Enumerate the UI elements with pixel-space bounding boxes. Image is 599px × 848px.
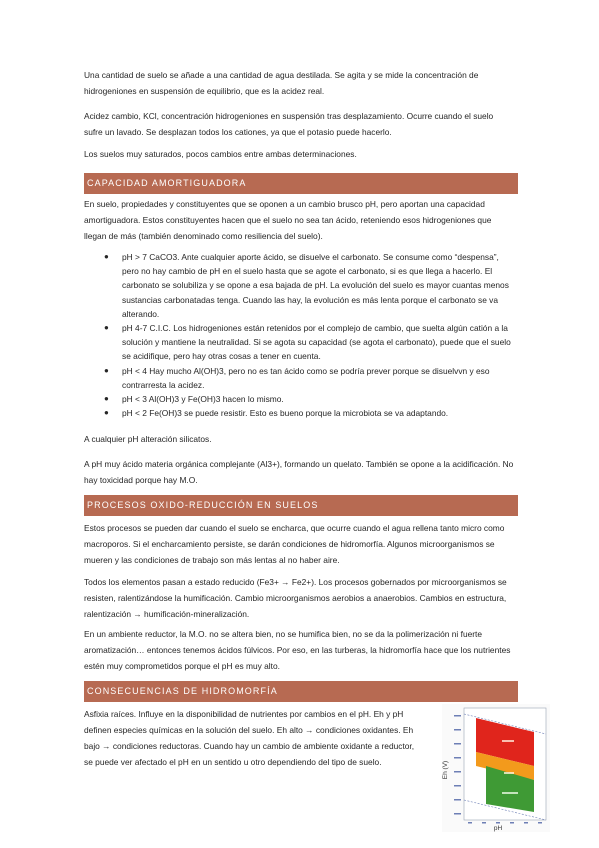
paragraph-encharcamiento: Estos procesos se pueden dar cuando el suelo se encharca, que ocurre cuando el agua rellena tanto micro como macroporos. Si el encharcamiento persiste, se darán condiciones de hidromorfía. Algunos microorganismos se mueren y las condiciones de trabajo son más lentas al no haber aire. — [84, 523, 505, 565]
paragraph-acidez-real: Una cantidad de suelo se añade a una cantidad de agua destilada. Se agita y se mide la concentración de hidrogeniones en suspensión de equilibrio, que es la acidez real. — [84, 70, 479, 96]
zone-label-mark — [504, 772, 514, 774]
paragraph-acidez-cambio: Acidez cambio, KCl, concentración hidrogeniones en suspensión tras desplazamiento. Ocurre cuando el suelo sufre un lavado. Se desplazan todos los cationes, ya que el potasio puede hacerlo. — [84, 111, 494, 137]
eh-ph-diagram-svg — [442, 704, 550, 832]
paragraph-estado-reducido: Todos los elementos pasan a estado reducido (Fe3+ → Fe2+). Los procesos gobernados por microorganismos se resisten, ralentizándose la humificación. Cambio microorganismos aerobios a anaerobios. Cambios en estructura, ralentización → humificación-mineralización. — [84, 577, 507, 619]
section-heading-procesos: PROCESOS OXIDO-REDUCCIÓN EN SUELOS — [84, 495, 518, 516]
paragraph-materia-organica: A pH muy ácido materia orgánica complejante (Al3+), formando un quelato. También se opone a la acidificación. No hay toxicidad porque hay M.O. — [84, 459, 514, 485]
bullet-list-ph — [84, 250, 516, 420]
x-tick-marks — [468, 822, 542, 824]
eh-ph-diagram — [442, 704, 550, 832]
paragraph-suelos-saturados: Los suelos muy saturados, pocos cambios entre ambas determinaciones. — [84, 149, 357, 159]
section-heading-consecuencias: CONSECUENCIAS DE HIDROMORFÍA — [84, 681, 518, 702]
section-heading-capacidad: CAPACIDAD AMORTIGUADORA — [84, 173, 518, 194]
bullet-icon: ● — [104, 252, 109, 261]
bullet-icon: ● — [104, 323, 109, 333]
zone-label-mark — [502, 740, 514, 742]
paragraph-capacidad-intro: En suelo, propiedades y constituyentes que se oponen a un cambio brusco pH, pero aportan una capacidad amortiguadora. Estos constituyentes hacen que el suelo no sea tan ácido, reteniendo esos hidrogeniones que llegan de más (también denominado como resiliencia del suelo). — [84, 199, 492, 241]
list-item: ● pH < 4 Hay mucho Al(OH)3, pero no es tan ácido como se podría prever porque se disuelvvn y eso contrarresta la acidez. — [104, 365, 490, 390]
zone-label-mark — [502, 792, 518, 794]
bullet-icon: ● — [104, 408, 109, 418]
list-item: ● pH 4-7 C.I.C. Los hidrogeniones están retenidos por el complejo de cambio, que suelta algún catión a la solución y mantiene la neutralidad. Si se agota su capacidad (se agota el carbonato), puede que el suelo se acidifique, pero hay otras cosas a tener en cuenta. — [104, 323, 511, 362]
bullet-icon: ● — [104, 394, 109, 404]
paragraph-ambiente-reductor: En un ambiente reductor, la M.O. no se altera bien, no se humifica bien, no se da la polimerización ni fuerte aromatización… entonces tenemos ácidos fúlvicos. Por eso, en las turberas, la hidromorfía hace que los nutrientes estén muy comprometidos porque el pH es muy alto. — [84, 629, 511, 671]
x-axis-label: pH — [493, 825, 503, 832]
list-item: ● pH > 7 CaCO3. Ante cualquier aporte ácido, se disuelve el carbonato. Se consume como “despensa”, pero no hay cambio de pH en el suelo hasta que se agote el carbonato, si es que llega a hacerlo. El carbonato se solubiliza y se opone a esa bajada de pH. La evolución del suelo es mayor cuantas menos sustancias carbonatadas tenga. Cuando las hay, la evolución es más lenta porque el carbonato se va alterando. — [104, 252, 509, 319]
list-item: ● pH < 3 Al(OH)3 y Fe(OH)3 hacen lo mismo. — [84, 392, 516, 406]
y-axis-label: Eh (V) — [442, 760, 449, 780]
bullet-icon: ● — [104, 365, 109, 375]
paragraph-silicatos: A cualquier pH alteración silicatos. — [84, 434, 212, 444]
list-item: ● pH < 2 Fe(OH)3 se puede resistir. Esto es bueno porque la microbiota se va adaptando. — [84, 406, 516, 420]
paragraph-asfixia-raices: Asfixia raíces. Influye en la disponibilidad de nutrientes por cambios en el pH. Eh y pH definen especies químicas en la solución del suelo. Eh alto → condiciones oxidantes. Eh bajo → condiciones reductoras. Cuando hay un cambio de ambiente oxidante a reductor, se puede ver afectado el pH en un sentido u otro dependiendo del tipo de suelo. — [84, 709, 415, 767]
y-tick-marks — [454, 715, 461, 815]
